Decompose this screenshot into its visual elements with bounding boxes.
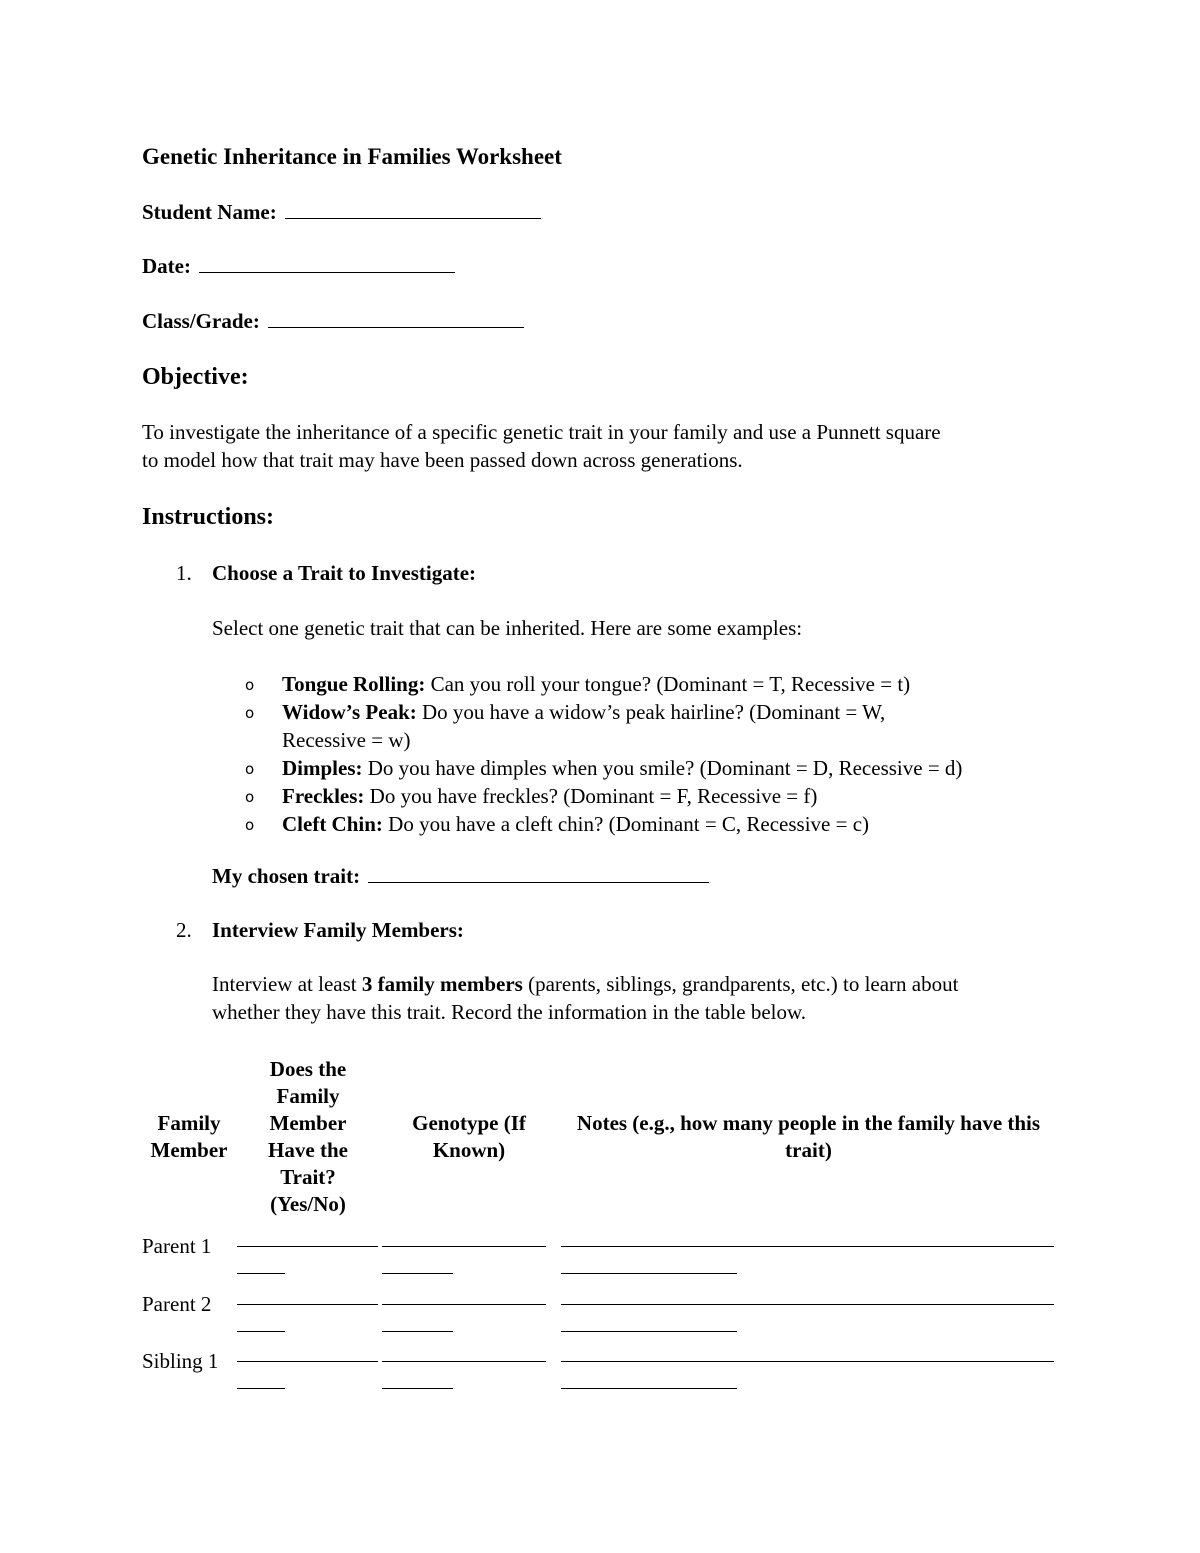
notes-answer-line-cont[interactable]: [561, 1273, 737, 1274]
table-header-genotype: Genotype (If Known): [412, 1111, 526, 1162]
step-1-number: 1.: [176, 561, 192, 585]
date-blank[interactable]: [199, 254, 455, 273]
list-item: [245, 670, 1065, 698]
table-row-label: Parent 2: [142, 1292, 212, 1316]
instructions-heading: Instructions:: [142, 504, 275, 530]
trait-name: Dimples:: [282, 756, 363, 780]
bullet-icon: o: [245, 816, 255, 834]
objective-line-1: To investigate the inheritance of a specific genetic trait in your family and use a Punnett square: [142, 420, 941, 444]
step-2-number: 2.: [176, 918, 192, 942]
chosen-trait-blank[interactable]: [368, 864, 709, 883]
list-item: [245, 754, 1065, 782]
table-header-family-member: Family Member: [150, 1111, 228, 1162]
trait-answer-line-cont[interactable]: [237, 1388, 285, 1389]
notes-answer-line[interactable]: [561, 1246, 1054, 1247]
genotype-answer-line[interactable]: [382, 1246, 546, 1247]
step-1-intro: Select one genetic trait that can be inherited. Here are some examples:: [212, 616, 803, 640]
table-header-has-trait: Does the Family Member Have the Trait? (Yes/No): [268, 1057, 348, 1216]
list-item: [245, 698, 1065, 754]
trait-description-cont: Recessive = w): [282, 728, 411, 752]
objective-heading: Objective:: [142, 364, 249, 390]
list-item: [245, 782, 1065, 810]
chosen-trait-label: My chosen trait:: [212, 864, 361, 888]
genotype-answer-line-cont[interactable]: [382, 1331, 453, 1332]
trait-name: Tongue Rolling:: [282, 672, 426, 696]
worksheet-title: Genetic Inheritance in Families Worksheet: [142, 144, 562, 169]
genotype-answer-line[interactable]: [382, 1361, 546, 1362]
step-2-text: Interview at least: [212, 972, 362, 996]
trait-name: Widow’s Peak:: [282, 700, 417, 724]
bullet-icon: o: [245, 760, 255, 778]
objective-line-2: to model how that trait may have been passed down across generations.: [142, 448, 743, 472]
trait-description: Do you have a cleft chin? (Dominant = C, Recessive = c): [382, 812, 870, 836]
genotype-answer-line-cont[interactable]: [382, 1273, 453, 1274]
step-2-text-cont: (parents, siblings, grandparents, etc.) to learn about: [522, 972, 959, 996]
trait-description: Do you have a widow’s peak hairline? (Dominant = W,: [416, 700, 886, 724]
table-row-label: Sibling 1: [142, 1349, 219, 1373]
bullet-icon: o: [245, 704, 255, 722]
class-grade-label: Class/Grade:: [142, 309, 260, 333]
class-grade-blank[interactable]: [268, 309, 524, 328]
step-2-line-2: whether they have this trait. Record the information in the table below.: [212, 1000, 807, 1024]
student-name-field: [142, 200, 541, 225]
class-grade-field: [142, 309, 524, 334]
date-label: Date:: [142, 254, 191, 278]
trait-answer-line[interactable]: [237, 1246, 378, 1247]
chosen-trait-field: [212, 864, 709, 889]
notes-answer-line[interactable]: [561, 1361, 1054, 1362]
trait-answer-line[interactable]: [237, 1304, 378, 1305]
bullet-icon: o: [245, 676, 255, 694]
trait-answer-line[interactable]: [237, 1361, 378, 1362]
trait-name: Freckles:: [282, 784, 365, 808]
notes-answer-line-cont[interactable]: [561, 1331, 737, 1332]
list-item: [245, 810, 1065, 838]
step-2-title: Interview Family Members:: [212, 918, 464, 942]
step-2-emphasis: 3 family members: [361, 972, 523, 996]
trait-answer-line-cont[interactable]: [237, 1273, 285, 1274]
trait-examples-list: [245, 670, 1065, 838]
bullet-icon: o: [245, 788, 255, 806]
student-name-label: Student Name:: [142, 200, 277, 224]
genotype-answer-line-cont[interactable]: [382, 1388, 453, 1389]
trait-description: Do you have freckles? (Dominant = F, Recessive = f): [364, 784, 818, 808]
student-name-blank[interactable]: [285, 200, 541, 219]
trait-description: Can you roll your tongue? (Dominant = T, Recessive = t): [425, 672, 911, 696]
trait-name: Cleft Chin:: [282, 812, 383, 836]
trait-answer-line-cont[interactable]: [237, 1331, 285, 1332]
notes-answer-line-cont[interactable]: [561, 1388, 737, 1389]
genotype-answer-line[interactable]: [382, 1304, 546, 1305]
table-row-label: Parent 1: [142, 1234, 212, 1258]
trait-description: Do you have dimples when you smile? (Dominant = D, Recessive = d): [362, 756, 963, 780]
date-field: [142, 254, 455, 279]
step-2-line-1: [212, 972, 958, 997]
table-header-notes: Notes (e.g., how many people in the family have this trait): [576, 1111, 1041, 1162]
step-1-title: Choose a Trait to Investigate:: [212, 561, 477, 585]
notes-answer-line[interactable]: [561, 1304, 1054, 1305]
